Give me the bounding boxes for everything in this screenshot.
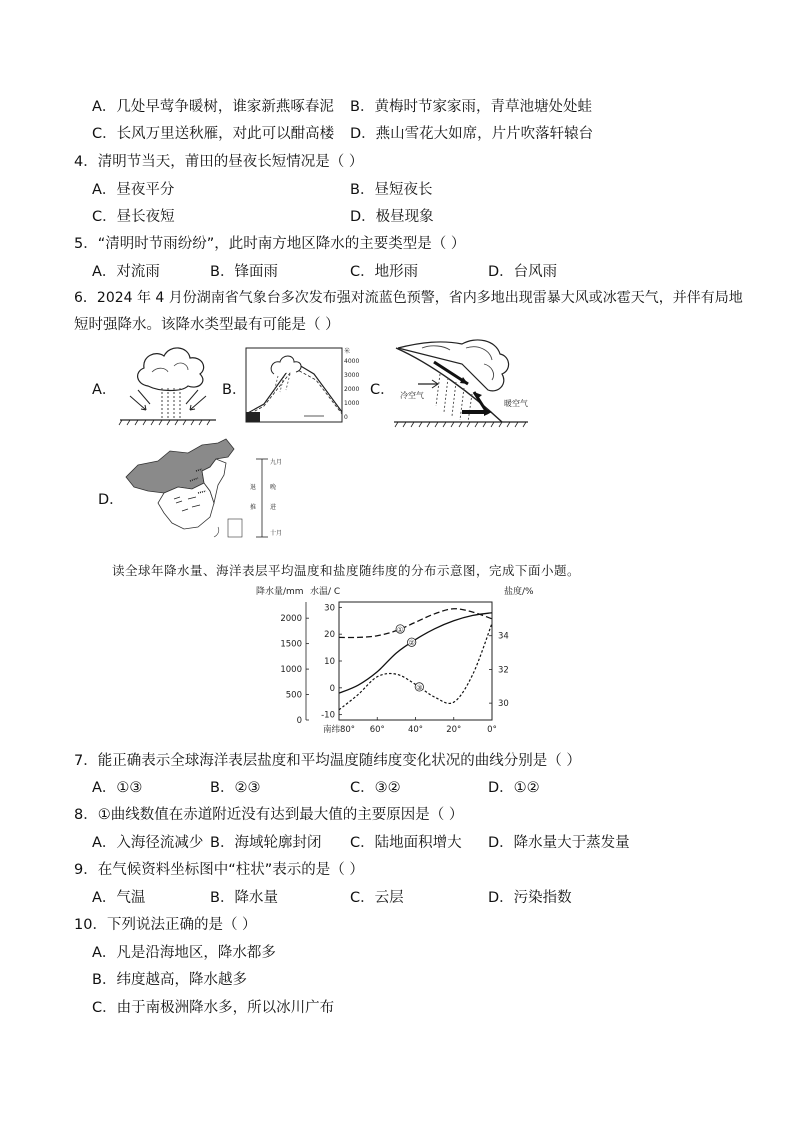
q7-option-c: C．③② — [350, 780, 401, 796]
temp-tick-label: -10 — [321, 710, 335, 721]
precip-tick-label: 2000 — [280, 614, 302, 625]
q5-option-c: C．地形雨 — [350, 264, 419, 280]
q9-option-d: D．污染指数 — [488, 890, 572, 906]
q7-stem: 7．能正确表示全球海洋表层盐度和平均温度随纬度变化状况的曲线分别是（ ） — [74, 753, 581, 769]
q8-option-a: A．入海径流减少 — [92, 835, 204, 851]
q3-option-b: B．黄梅时节家家雨，青草池塘处处蛙 — [350, 99, 592, 115]
chart-axis-label-salinity: 盐度/% — [504, 587, 534, 597]
salinity-tick-label: 34 — [498, 631, 509, 642]
q6-option-d-label: D． — [98, 492, 124, 508]
q5-stem: 5．“清明时节雨纷纷”，此时南方地区降水的主要类型是（ ） — [74, 236, 466, 252]
q5-option-b: B．锋面雨 — [210, 264, 278, 280]
q3-option-d: D．燕山雪花大如席，片片吹落轩辕台 — [350, 126, 594, 142]
q3-option-a: A．几处早莺争暖树，谁家新燕啄春泥 — [92, 99, 334, 115]
salinity-tick-label: 32 — [498, 665, 509, 676]
orographic-tick-1000: 1000 — [344, 400, 360, 407]
q10-option-b: B．纬度越高，降水越多 — [92, 972, 247, 988]
q10-option-a: A．凡是沿海地区，降水都多 — [92, 945, 276, 961]
chart-axis-label-precipitation: 降水量/mm — [256, 587, 304, 597]
q6-option-a-label: A． — [92, 382, 117, 398]
q4-stem: 4．清明节当天，莆田的昼夜长短情况是（ ） — [74, 154, 364, 170]
temp-tick-label: 20 — [324, 630, 335, 641]
lat-tick-label: 60° — [369, 725, 385, 735]
precip-tick-label: 1000 — [280, 665, 302, 676]
latitude-distribution-chart — [248, 580, 548, 738]
q7-option-a: A．①③ — [92, 780, 143, 796]
q9-stem: 9．在气候资料坐标图中“柱状”表示的是（ ） — [74, 862, 364, 878]
series-marker-label: ① — [397, 625, 404, 634]
map-label-late: 晚 — [270, 484, 277, 491]
china-rainbelt-map-figure — [118, 437, 284, 541]
map-label-retreat: 退 — [250, 484, 257, 491]
q4-option-b: B．昼短夜长 — [350, 182, 433, 198]
q9-option-c: C．云层 — [350, 890, 404, 906]
q6-stem-line2: 短时强降水。该降水类型最有可能是（ ） — [74, 317, 340, 333]
q6-option-b-label: B． — [222, 382, 247, 398]
precip-tick-label: 0 — [296, 716, 302, 726]
q6-stem-line1: 6．2024 年 4 月份湖南省气象台多次发布强对流蓝色预警，省内多地出现雷暴大风或冰雹天气，并伴有局地 — [74, 290, 743, 306]
temp-tick-label: 10 — [324, 657, 335, 667]
orographic-rain-figure — [244, 344, 362, 424]
q5-option-d: D．台风雨 — [488, 264, 558, 280]
q8-option-d: D．降水量大于蒸发量 — [488, 835, 630, 851]
series-marker-label: ③ — [416, 683, 423, 692]
q4-option-d: D．极昼现象 — [350, 209, 434, 225]
q4-option-c: C．昼长夜短 — [92, 209, 175, 225]
q9-option-b: B．降水量 — [210, 890, 278, 906]
q10-option-c: C．由于南极洲降水多，所以冰川广布 — [92, 1000, 335, 1016]
chart-intro-caption: 读全球年降水量、海洋表层平均温度和盐度随纬度的分布示意图，完成下面小题。 — [112, 563, 581, 578]
lat-tick-label: 0° — [487, 725, 497, 735]
cold-air-label: 冷空气 — [400, 391, 424, 400]
q8-option-c: C．陆地面积增大 — [350, 835, 462, 851]
q9-option-a: A．气温 — [92, 890, 146, 906]
frontal-rain-figure — [392, 334, 530, 430]
orographic-tick-4000: 4000 — [344, 358, 360, 365]
map-label-enter: 进 — [270, 504, 277, 511]
convection-rain-figure — [118, 338, 218, 426]
salinity-tick-label: 30 — [498, 699, 509, 710]
q7-option-b: B．②③ — [210, 780, 261, 796]
lat-tick-label: 南纬80° — [322, 725, 356, 735]
warm-air-label: 暖空气 — [504, 399, 528, 408]
orographic-tick-3000: 3000 — [344, 372, 360, 379]
series-marker-label: ② — [408, 639, 415, 648]
chart-plot-frame — [339, 602, 492, 720]
map-label-october: 十月 — [270, 530, 283, 537]
lat-tick-label: 20° — [446, 725, 462, 735]
map-label-september: 九月 — [270, 459, 283, 466]
precip-tick-label: 500 — [285, 690, 302, 701]
q10-stem: 10．下列说法正确的是（ ） — [74, 917, 257, 933]
lat-tick-label: 40° — [407, 725, 424, 735]
orographic-tick-0: 0 — [344, 414, 348, 421]
q5-option-a: A．对流雨 — [92, 264, 160, 280]
precip-tick-label: 1500 — [280, 639, 302, 650]
series-line-1 — [339, 609, 492, 638]
orographic-axis-unit: 米 — [344, 348, 351, 355]
temp-tick-label: 0 — [329, 683, 335, 694]
q3-option-c: C．长风万里送秋雁，对此可以酣高楼 — [92, 126, 335, 142]
q7-option-d: D．①② — [488, 780, 540, 796]
temp-tick-label: 30 — [324, 603, 335, 614]
map-label-advance: 推 — [250, 504, 257, 511]
q4-option-a: A．昼夜平分 — [92, 182, 175, 198]
q6-option-c-label: C． — [370, 382, 395, 398]
chart-axis-label-temperature: 水温/ C — [310, 587, 341, 597]
q8-stem: 8．①曲线数值在赤道附近没有达到最大值的主要原因是（ ） — [74, 807, 464, 823]
orographic-tick-2000: 2000 — [344, 386, 360, 393]
q8-option-b: B．海域轮廓封闭 — [210, 835, 322, 851]
series-line-3 — [339, 623, 492, 710]
